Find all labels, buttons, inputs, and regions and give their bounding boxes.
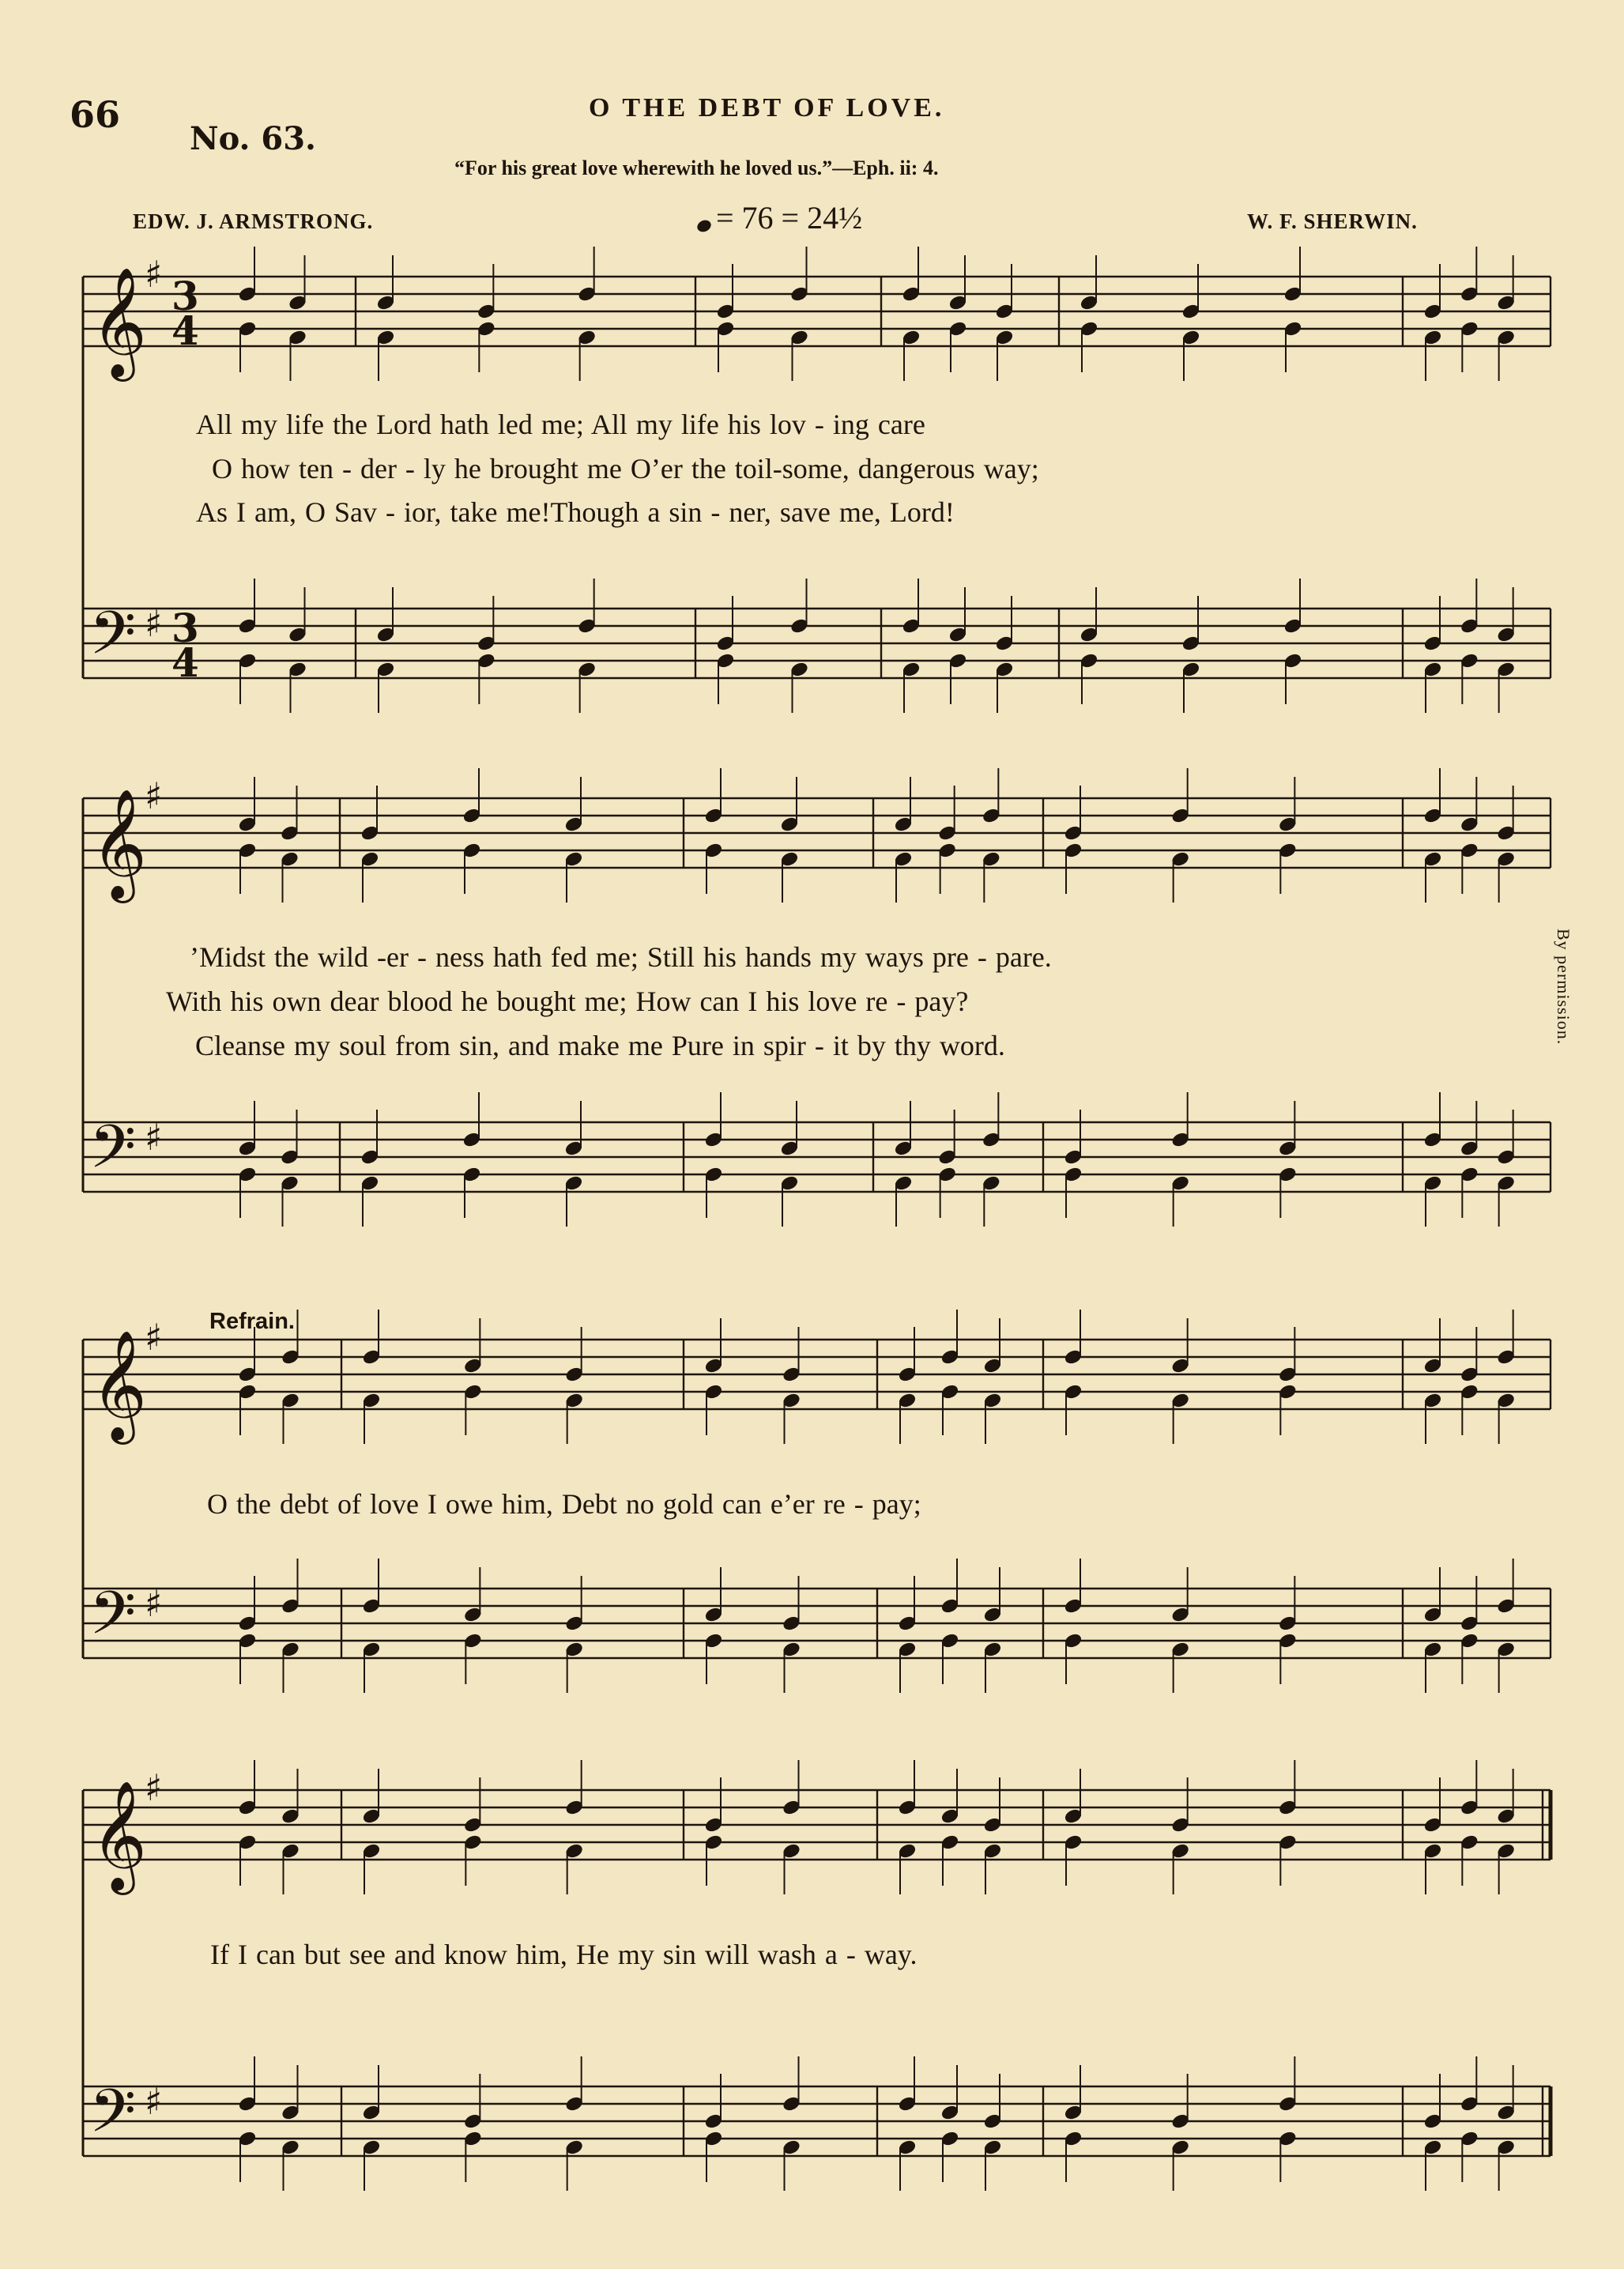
bass-clef-icon: 𝄢 — [89, 598, 137, 683]
lyric-line: With his own dear blood he bought me; How can I his love re - pay? — [166, 986, 969, 1017]
bass-clef-icon: 𝄢 — [89, 1112, 137, 1197]
lyric-line: All my life the Lord hath led me; All my life his lov - ing care — [196, 409, 925, 440]
sharp-icon: ♯ — [145, 1766, 163, 1810]
sharp-icon: ♯ — [145, 775, 163, 818]
clefs — [89, 253, 199, 2161]
note-heads — [238, 247, 1516, 2191]
refrain-label: Refrain. — [209, 1309, 295, 1334]
epigraph: “For his great love wherewith he loved us.”—Eph. ii: 4. — [454, 156, 939, 179]
lyric-line: O the debt of love I owe him, Debt no gold can e’er re - pay; — [207, 1488, 921, 1520]
sharp-icon: ♯ — [145, 2080, 163, 2124]
lyric-line: Cleanse my soul from sin, and make me Pure in spir - it by thy word. — [195, 1030, 1005, 1061]
sharp-icon: ♯ — [145, 1582, 163, 1626]
permission-note: By permission. — [1554, 929, 1573, 1046]
lyric-line: As I am, O Sav - ior, take me!Though a sin - ner, save me, Lord! — [196, 496, 955, 528]
bass-clef-icon: 𝄢 — [89, 2076, 137, 2161]
bar-lines — [83, 277, 1551, 2156]
time-signature-numerator: 3 — [171, 273, 199, 319]
composer-credit: W. F. SHERWIN. — [1247, 209, 1418, 233]
time-signature-denominator: 4 — [171, 639, 199, 686]
sharp-icon: ♯ — [145, 1116, 163, 1159]
lyric-line: O how ten - der - ly he brought me O’er the toil-some, dangerous way; — [212, 453, 1039, 484]
sharp-icon: ♯ — [145, 1316, 163, 1359]
sharp-icon: ♯ — [145, 602, 163, 646]
lyric-line: If I can but see and know him, He my sin will wash a - way. — [210, 1939, 918, 1970]
lyric-line: ’Midst the wild -er - ness hath fed me; Still his hands my ways pre - pare. — [190, 941, 1052, 973]
bass-clef-icon: 𝄢 — [89, 1578, 137, 1663]
treble-clef-icon: 𝄞 — [91, 789, 147, 899]
hymn-number: No. 63. — [190, 120, 316, 157]
time-signature-numerator: 3 — [171, 605, 199, 651]
hymn-title: O THE DEBT OF LOVE. — [589, 93, 945, 122]
page-number: 66 — [70, 93, 121, 136]
treble-clef-icon: 𝄞 — [91, 1781, 147, 1890]
time-signature-denominator: 4 — [171, 307, 199, 354]
tempo-value: = 76 = 24½ — [716, 200, 863, 236]
treble-clef-icon: 𝄞 — [91, 267, 147, 377]
staff-lines — [83, 277, 1551, 2156]
treble-clef-icon: 𝄞 — [91, 1330, 147, 1440]
lyricist-credit: EDW. J. ARMSTRONG. — [133, 209, 374, 233]
sharp-icon: ♯ — [145, 253, 163, 296]
